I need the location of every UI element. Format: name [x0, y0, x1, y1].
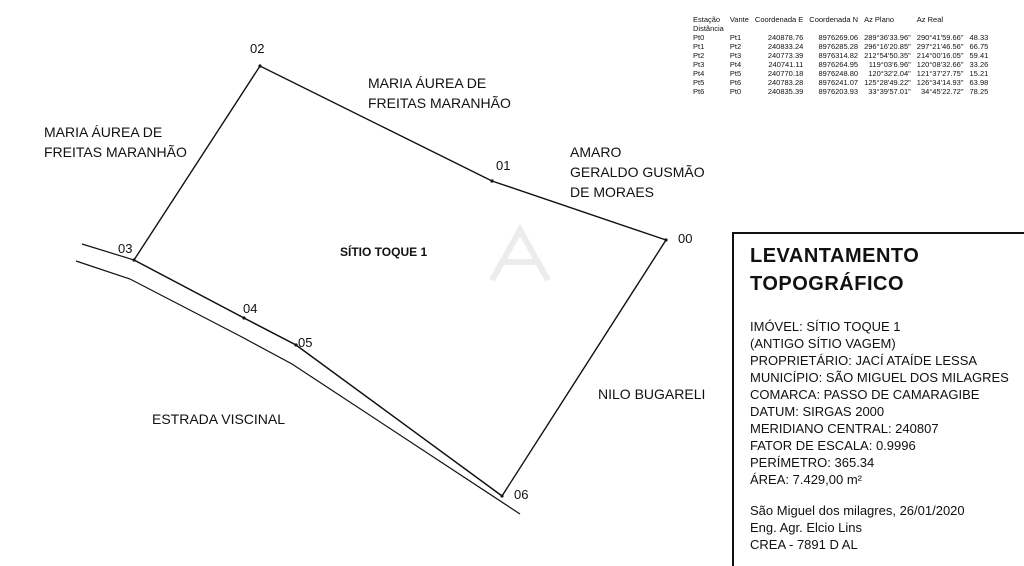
info-engenheiro: Eng. Agr. Elcio Lins	[750, 520, 863, 535]
vertex-label-06: 06	[514, 487, 529, 502]
info-municipio: MUNICÍPIO: SÃO MIGUEL DOS MILAGRES	[750, 370, 1009, 385]
parcel-name: SÍTIO TOQUE 1	[340, 245, 428, 259]
col-vante: Vante	[729, 15, 749, 24]
table-row: Pt5 Pt6 240783.28 8976241.07 125°28'49.22" 126°34'14.93" 63.98	[693, 78, 989, 87]
info-fator: FATOR DE ESCALA: 0.9996	[750, 438, 916, 453]
vertex-marker-01	[490, 179, 493, 182]
info-local-data: São Miguel dos milagres, 26/01/2020	[750, 503, 965, 518]
neighbor-right: NILO BUGARELI	[598, 386, 706, 402]
vertex-markers	[132, 64, 667, 497]
coordinates-table-header-2	[690, 24, 991, 33]
vertex-label-05: 05	[298, 335, 313, 350]
col-estacao: Estação	[693, 15, 721, 24]
col-distancia: Distância	[693, 24, 724, 33]
vertex-marker-02	[258, 64, 261, 67]
vertex-label-03: 03	[118, 241, 133, 256]
info-crea: CREA - 7891 D AL	[750, 537, 858, 552]
watermark	[492, 230, 548, 280]
info-datum: DATUM: SIRGAS 2000	[750, 404, 885, 419]
info-comarca: COMARCA: PASSO DE CAMARAGIBE	[750, 387, 980, 402]
info-imovel: IMÓVEL: SÍTIO TOQUE 1	[750, 319, 901, 334]
title-block-heading: LEVANTAMENTO TOPOGRÁFICO	[750, 245, 920, 295]
table-row: Pt1 Pt2 240833.24 8976285.28 296°16'20.85" 297°21'46.56" 66.75	[693, 42, 989, 51]
info-area: ÁREA: 7.429,00 m²	[750, 472, 862, 487]
info-perimetro: PERÍMETRO: 365.34	[750, 455, 875, 470]
table-row: Pt4 Pt5 240770.18 8976248.80 120°32'2.04" 121°37'27.75" 15.21	[693, 69, 989, 78]
info-meridiano: MERIDIANO CENTRAL: 240807	[750, 421, 939, 436]
table-row: Pt3 Pt4 240741.11 8976264.95 119°03'6.96" 120°08'32.66" 33.26	[693, 60, 989, 69]
vertex-marker-00	[664, 238, 667, 241]
title-block	[732, 232, 1024, 566]
neighbor-right-top: AMARO GERALDO GUSMÃO DE MORAES	[570, 144, 705, 200]
table-row: Pt6 Pt0 240835.39 8976203.93 33°39'57.01" 34°45'22.72" 78.25	[693, 87, 989, 96]
info-antigo: (ANTIGO SÍTIO VAGEM)	[750, 336, 896, 351]
col-az-real: Az Real	[916, 15, 944, 24]
neighbor-top: MARIA ÁUREA DE FREITAS MARANHÃO	[368, 75, 511, 111]
coordinates-table	[690, 15, 991, 96]
vertex-label-04: 04	[243, 301, 258, 316]
table-row: Pt2 Pt3 240773.39 8976314.82 212°54'50.35" 214°00'16.05" 59.41	[693, 51, 989, 60]
vertex-marker-03	[132, 258, 135, 261]
vertex-label-01: 01	[496, 158, 511, 173]
neighbor-top-left: MARIA ÁUREA DE FREITAS MARANHÃO	[44, 124, 187, 160]
col-coord-e: Coordenada E	[754, 15, 804, 24]
coordinates-table-header	[690, 15, 991, 24]
info-proprietario: PROPRIETÁRIO: JACÍ ATAÍDE LESSA	[750, 353, 978, 368]
vertex-marker-04	[242, 316, 245, 319]
road-edge-upper	[82, 241, 502, 496]
road-edge-lower	[76, 261, 520, 514]
col-az-plano: Az Plano	[864, 15, 895, 24]
vertex-label-02: 02	[250, 41, 265, 56]
vertex-marker-06	[500, 494, 503, 497]
table-row: Pt0 Pt1 240878.76 8976269.06 289°36'33.96" 290°41'59.66" 48.33	[693, 33, 989, 42]
parcel-boundary	[134, 66, 666, 496]
col-coord-n: Coordenada N	[809, 15, 859, 24]
road-label: ESTRADA VISCINAL	[152, 411, 286, 427]
vertex-label-00: 00	[678, 231, 693, 246]
